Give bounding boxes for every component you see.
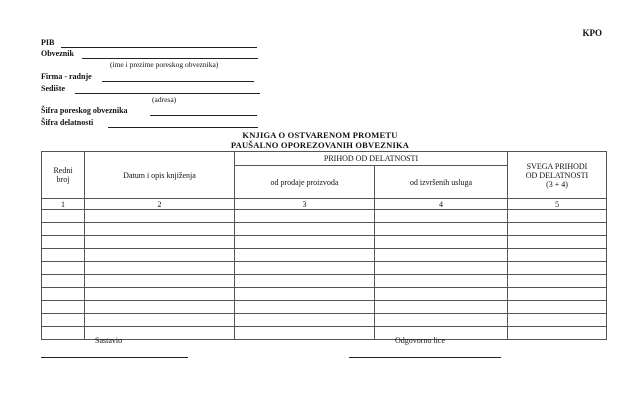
- table-row: [42, 301, 607, 314]
- odgovorno-lice-label: Odgovorno lice: [395, 336, 445, 345]
- table-row: [42, 314, 607, 327]
- form-code: KPO: [582, 28, 602, 38]
- col-number-5: 5: [508, 199, 607, 210]
- obveznik-field[interactable]: [82, 58, 258, 59]
- book-title-line1: KNJIGA O OSTVARENOM PROMETU: [242, 130, 398, 140]
- table-row: [42, 210, 607, 223]
- sifra-obveznika-field[interactable]: [150, 115, 257, 116]
- table-row: [42, 249, 607, 262]
- sifra-delatnosti-field[interactable]: [108, 127, 258, 128]
- sifra-delatnosti-label: Šifra delatnosti: [41, 118, 94, 127]
- book-title-line2: PAUŠALNO OPOREZOVANIH OBVEZNIKA: [230, 140, 410, 150]
- col-number-4: 4: [375, 199, 508, 210]
- col-number-2: 2: [85, 199, 235, 210]
- table-row: [42, 262, 607, 275]
- col-number-1: 1: [42, 199, 85, 210]
- pib-field[interactable]: [61, 47, 257, 48]
- sediste-label: Sedište: [41, 84, 65, 93]
- svega-formula: (3 + 4): [546, 179, 568, 189]
- sastavio-signature-line[interactable]: [41, 357, 188, 358]
- col-header-svega: SVEGA PRIHODI OD DELATNOSTI (3 + 4): [508, 152, 607, 199]
- ledger-table: [41, 151, 607, 340]
- obveznik-label: Obveznik: [41, 49, 74, 58]
- table-row: [42, 327, 607, 340]
- odgovorno-lice-signature-line[interactable]: [349, 357, 501, 358]
- table-row: [42, 288, 607, 301]
- obveznik-hint: (ime i prezime poreskog obveznika): [110, 60, 219, 69]
- sediste-field[interactable]: [75, 93, 260, 94]
- col-header-redni-broj: Redni broj: [42, 152, 85, 199]
- table-row: [42, 275, 607, 288]
- table-row: [42, 236, 607, 249]
- firma-field[interactable]: [102, 81, 254, 82]
- sastavio-label: Sastavio: [95, 336, 123, 345]
- table-row: [42, 223, 607, 236]
- col-header-usluga: od izvršenih usluga: [375, 166, 508, 199]
- firma-label: Firma - radnje: [41, 72, 92, 81]
- col-number-3: 3: [235, 199, 375, 210]
- col-header-datum: Datum i opis knjiženja: [85, 152, 235, 199]
- sediste-hint: (adresa): [152, 95, 177, 104]
- sifra-obveznika-label: Šifra poreskog obveznika: [41, 106, 128, 115]
- pib-label: PIB: [41, 38, 55, 47]
- col-group-prihod: PRIHOD OD DELATNOSTI: [235, 152, 508, 166]
- col-header-proizvoda: od prodaje proizvoda: [235, 166, 375, 199]
